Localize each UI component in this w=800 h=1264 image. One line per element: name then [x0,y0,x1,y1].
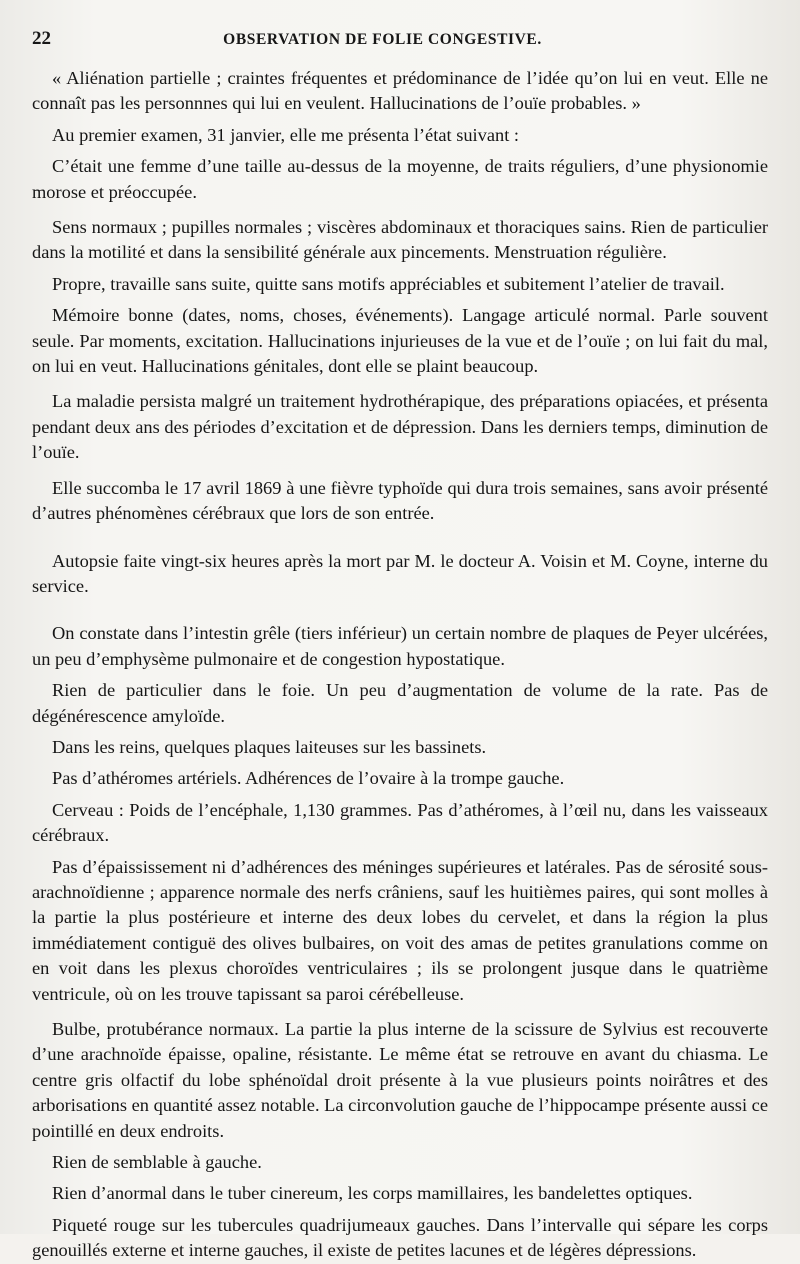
paragraph: Cerveau : Poids de l’encéphale, 1,130 grammes. Pas d’athéromes, à l’œil nu, dans les vaisseaux cérébraux. [32,799,768,846]
paragraph-autopsy: Autopsie faite vingt-six heures après la mort par M. le docteur A. Voisin et M. Coyne, interne du service. [32,550,768,596]
paragraph: Au premier examen, 31 janvier, elle me présenta l’état suivant : [52,124,520,145]
running-head [32,28,768,58]
paragraph: Rien de semblable à gauche. [52,1152,262,1173]
paragraph: La maladie persista malgré un traitement hydrothérapique, des préparations opiacées, et présenta pendant deux ans des périodes d’excitation et de dépression. Dans les derniers temps, diminution de l’ouïe. [32,391,768,463]
paragraph: Bulbe, protubérance normaux. La partie la plus interne de la scissure de Sylvius est recouverte d’une arachnoïde épaisse, opaline, résistante. Le même état se retrouve en avant du chiasma. Le centre gris olfactif du lobe sphénoïdal droit présente à la vue plusieurs points noirâtres et des arborisations en quantité assez notable. La circonvolution gauche de l’hippocampe présente aussi ce pointillé en deux endroits. [32,1019,768,1141]
paragraph: Pas d’athéromes artériels. Adhérences de l’ovaire à la trompe gauche. [52,768,565,789]
body-text [32,66,768,1264]
paragraph: Propre, travaille sans suite, quitte sans motifs appréciables et subitement l’atelier de travail. [52,273,725,294]
paragraph: Pas d’épaississement ni d’adhérences des méninges supérieures et latérales. Pas de sérosité sous-arachnoïdienne ; apparence normale des nerfs crâniens, sauf les huitièmes paires, qui sont molles à la partie la plus postérieure et interne des deux lobes du cervelet, et dans la région la plus immédiatement contiguë des olives bulbaires, on voit des amas de petites granulations comme on en voit dans les plexus choroïdes ventriculaires ; ils se prolongent jusque dans le quatrième ventricule, où on les trouve tapissant sa paroi cérébelleuse. [32,856,768,1004]
paragraph: On constate dans l’intestin grêle (tiers inférieur) un certain nombre de plaques de Peyer ulcérées, un peu d’emphysème pulmonaire et de congestion hypostatique. [32,623,768,669]
paragraph: Piqueté rouge sur les tubercules quadrijumeaux gauches. Dans l’intervalle qui sépare les corps genouillés externe et interne gauches, il existe de petites lacunes et de légères dépressions. [32,1214,768,1261]
paragraph: C’était une femme d’une taille au-dessus de la moyenne, de traits réguliers, d’une physionomie morose et préoccupée. [32,156,768,202]
paragraph: Rien de particulier dans le foie. Un peu d’augmentation de volume de la rate. Pas de dégénérescence amyloïde. [32,680,768,726]
paragraph: Elle succomba le 17 avril 1869 à une fièvre typhoïde qui dura trois semaines, sans avoir présenté d’autres phénomènes cérébraux que lors de son entrée. [32,477,768,524]
paragraph-quote: « Aliénation partielle ; craintes fréquentes et prédominance de l’idée qu’on lui en veut. Elle ne connaît pas les personnnes qui lui en veulent. Hallucinations de l’ouïe probables. » [32,68,768,114]
paragraph: Dans les reins, quelques plaques laiteuses sur les bassinets. [52,736,487,757]
page-number: 22 [32,28,51,49]
paragraph: Rien d’anormal dans le tuber cinereum, les corps mamillaires, les bandelettes optiques. [52,1183,693,1204]
paragraph: Sens normaux ; pupilles normales ; viscères abdominaux et thoraciques sains. Rien de particulier dans la motilité et dans la sensibilité générale aux pincements. Menstruation régulière. [32,217,768,263]
running-title: OBSERVATION DE FOLIE CONGESTIVE. [223,31,542,48]
paragraph: Mémoire bonne (dates, noms, choses, événements). Langage articulé normal. Parle souvent seule. Par moments, excitation. Hallucinations injurieuses de la vue et de l’ouïe ; on lui fait du mal, on lui en veut. Hallucinations génitales, dont elle se plaint beaucoup. [32,305,768,377]
